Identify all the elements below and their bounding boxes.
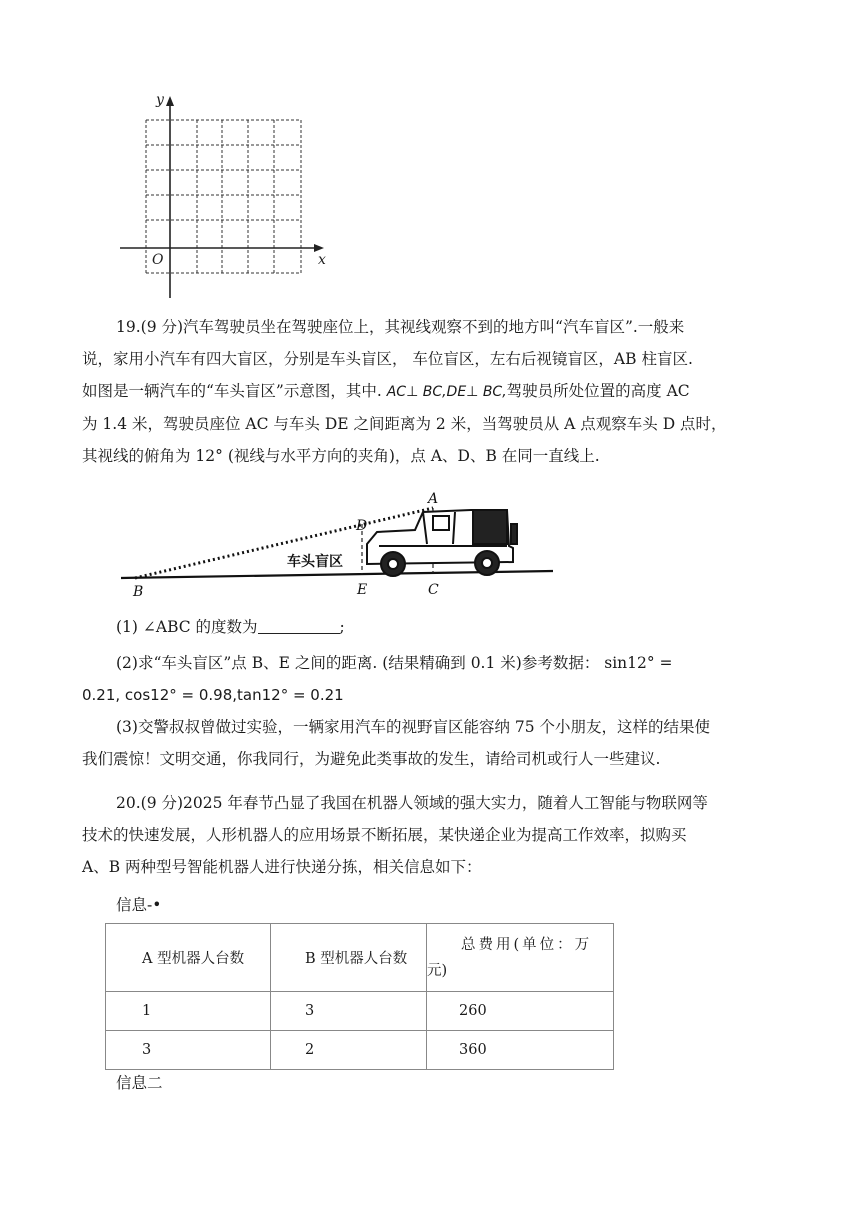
header-total-cost: 总费用(单位：万 元) (427, 924, 614, 992)
part-3-line-1: (3)交警叔叔曾做过实验，一辆家用汽车的视野盲区能容纳 75 个小朋友，这样的结果使 (116, 718, 711, 736)
part-1-prefix: (1) ∠ABC 的度数为 (116, 618, 258, 636)
origin-label: O (152, 252, 164, 268)
car-icon (367, 510, 517, 576)
y-axis-arrow-icon (166, 96, 174, 106)
q19-line-1: 19.(9 分)汽车驾驶员坐在驾驶座位上，其视线观察不到的地方叫“汽车盲区”.一般来 (116, 318, 685, 336)
y-axis-label: y (156, 92, 164, 108)
part-3-line-2: 我们震惊！文明交通，你我同行，为避免此类事故的发生，请给司机或行人一些建议. (82, 750, 661, 768)
part-1-suffix: ; (339, 618, 345, 636)
header-a-count: A 型机器人台数 (106, 924, 271, 992)
coordinate-grid-figure (112, 88, 342, 303)
q19-parts (82, 611, 782, 775)
q19-line-3: 如图是一辆汽车的“车头盲区”示意图，其中. (82, 382, 382, 400)
q19-line-4: 为 1.4 米，驾驶员座位 AC 与车头 DE 之间距离为 2 米，当驾驶员从 A 点观察车头 D 点时， (82, 415, 727, 433)
q19-line-2: 说，家用小汽车有四大盲区，分别是车头盲区， 车位盲区，左右后视镜盲区，AB 柱盲区. (82, 350, 693, 368)
header-b-count: B 型机器人台数 (271, 924, 427, 992)
table-row: 1 3 260 (106, 992, 614, 1031)
info-2-label: 信息二 (116, 1074, 163, 1092)
question-19 (82, 311, 782, 472)
car-blind-zone-figure (115, 488, 560, 600)
axes (120, 100, 320, 298)
label-C: C (428, 582, 439, 598)
blind-zone-label: 车头盲区 (287, 554, 343, 570)
q20-line-3: A、B 两种型号智能机器人进行快递分拣，相关信息如下： (82, 858, 482, 876)
q19-line-5: 其视线的俯角为 12° (视线与水平方向的夹角)，点 A、D、B 在同一直线上. (82, 447, 600, 465)
q20-line-1: 20.(9 分)2025 年春节凸显了我国在机器人领域的强大实力，随着人工智能与物联网等 (116, 794, 708, 812)
label-A: A (428, 491, 439, 507)
table-header-row (106, 924, 614, 992)
q20-line-2: 技术的快速发展，人形机器人的应用场景不断拓展，某快递企业为提高工作效率，拟购买 (82, 826, 687, 844)
q19-math-perpendicular: AC⊥ BC,DE⊥ BC, (386, 384, 507, 400)
answer-blank (258, 616, 340, 634)
info-1-label: 信息-• (116, 896, 162, 914)
q19-line-3-tail: 驾驶员所处位置的高度 AC (506, 382, 690, 400)
part-2-line-1: (2)求“车头盲区”点 B、E 之间的距离. (结果精确到 0.1 米)参考数据： sin12° = (116, 654, 673, 672)
label-B: B (133, 584, 144, 600)
part-2-line-2: 0.21, cos12° = 0.98,tan12° = 0.21 (82, 686, 344, 704)
robot-cost-table (105, 923, 614, 1070)
table-row: 3 2 360 (106, 1031, 614, 1070)
question-20 (82, 787, 782, 921)
label-E: E (357, 582, 368, 598)
label-D: D (356, 518, 368, 534)
x-axis-arrow-icon (314, 244, 324, 252)
x-axis-label: x (318, 252, 326, 268)
